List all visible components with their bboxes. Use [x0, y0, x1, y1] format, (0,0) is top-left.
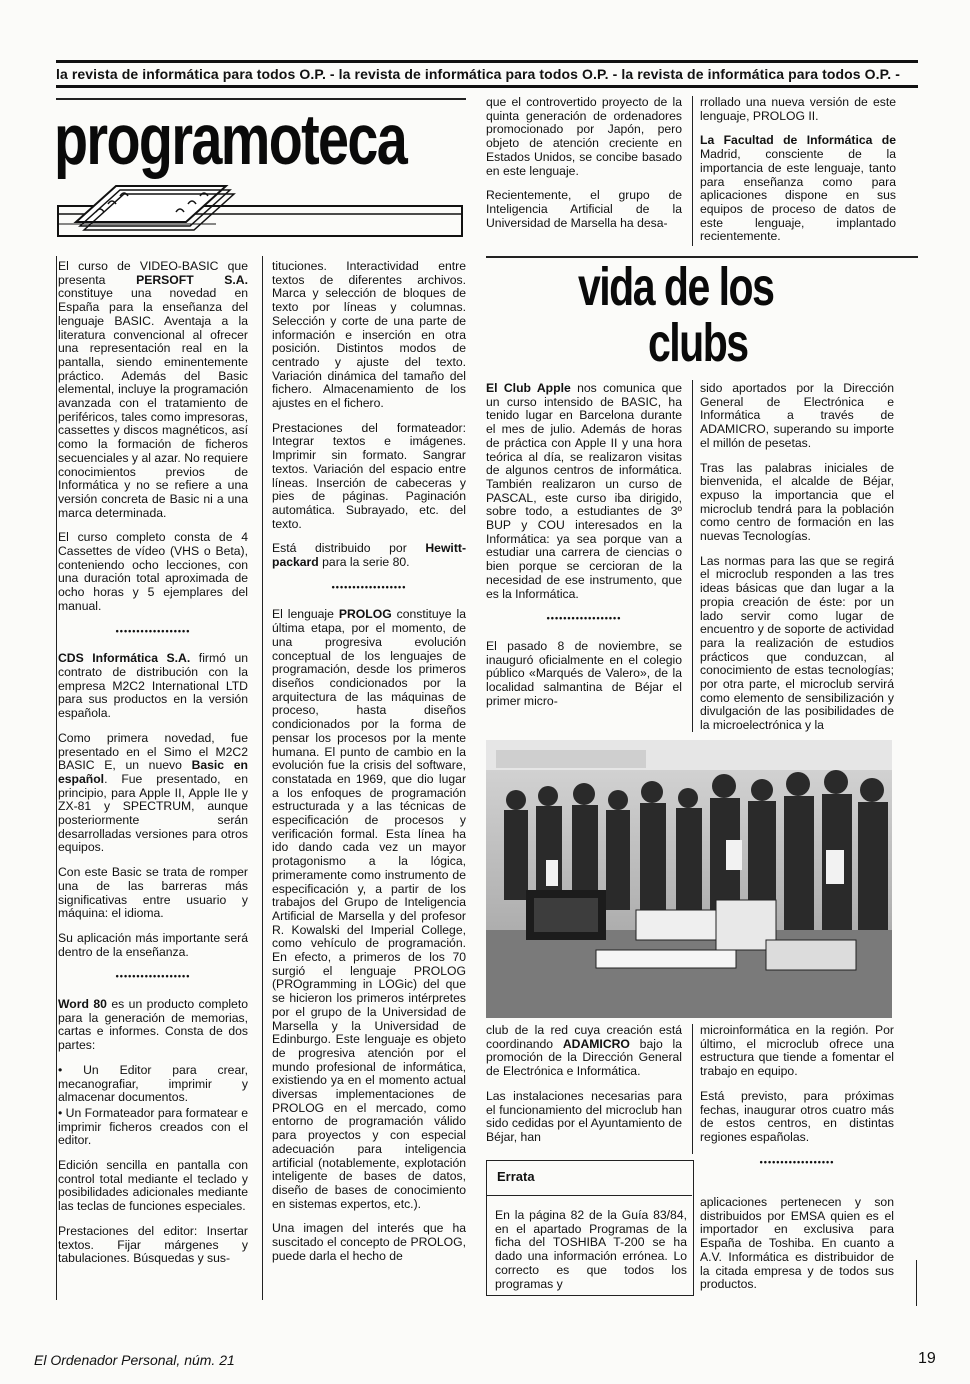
paragraph: El pasado 8 de noviembre, se inauguró oficialmente en el colegio público «Marqués de Valero», de la localidad salmantina de Béjar el primer micro- — [486, 638, 682, 708]
column-4 — [700, 382, 894, 732]
paragraph — [58, 652, 248, 721]
bold-run: El Club Apple — [486, 381, 571, 395]
text-run: es un producto completo para la generación de memorias, cartas e informes. Consta de dos partes: — [58, 997, 249, 1053]
paragraph: Con este Basic se trata de romper una de las barreras más significativas entre usuario y máquina: el idioma. — [58, 865, 248, 921]
paragraph: Prestaciones del editor: Insertar textos. Fijar márgenes y tabulaciones. Búsquedas y sus- — [58, 1223, 248, 1266]
running-header-text: la revista de informática para todos O.P. - la revista de informática para todos O.P. - la revista de informática para todos O.P. - — [56, 66, 901, 82]
paragraph: Está previsto, para próximas fechas, inaugurar otros cuatro más de estos centros, en distintas regiones españolas. — [700, 1088, 894, 1144]
text-run: constituye una novedad en España para la enseñanza del lenguaje BASIC. Aventaja a la literatura convencional al ofrecer una representación real en la pantalla, siendo eminentemente práctico. Además del Basic elemental, incluye la programación avanzada con el tratamiento de periféricos, tales como impresoras, cassettes y discos magnéticos, así como la formación de ficheros secuenciales y al azar. No requiere conocimientos previos de Informática y no se refiere a una versión concreta de Basic ni a una marca determinada. — [58, 286, 248, 520]
column-4-bottom — [700, 1024, 894, 1183]
errata-left-text: En la página 82 de la Guía 83/84, en el apartado Programas de la ficha del TOSHIBA T-200 se ha dado una información errónea. Lo correcto es que todos los programas y — [495, 1208, 687, 1291]
paragraph: Prestaciones del formateador: Integrar textos e imágenes. Imprimir sin formato. Sangrar textos. Variación del espacio entre líneas. Inserción de cabeceras y pies de páginas. Paginación automática. Subrayado, etc. del texto. — [272, 420, 466, 531]
text-run: . Fue presentado, en principio, para Apple II, Apple IIe y ZX-81 y SPECTRUM, aunque posteriormente serán desarrolladas versiones para otros equipos. — [58, 771, 248, 855]
bold-run: Hewitt-packard — [272, 541, 466, 570]
text-run: El curso de VIDEO-BASIC que presenta — [58, 259, 248, 287]
page-right-rule — [916, 1260, 917, 1306]
column-divider — [692, 1024, 693, 1154]
paragraph — [486, 1024, 682, 1079]
text-run: El lenguaje — [272, 607, 339, 622]
paragraph — [58, 998, 248, 1053]
paragraph: tituciones. Interactividad entre textos de diferentes archivos. Marca y selección de bloques de texto por líneas y columnas. Selección y corte de una parte de información e inserción en otra posición. Distintos modos de centrado y ajuste del texto. Variación dinámica del tamaño del fichero. Almacenamiento de los ajustes en el fichero. — [272, 259, 466, 411]
top-column-4 — [700, 96, 896, 255]
paragraph: • Un Formateador para formatear e imprimir ficheros creados con el editor. — [58, 1105, 248, 1148]
separator-dots: •••••••••••••••••• — [331, 581, 407, 592]
paragraph: Su aplicación más importante será dentro de la enseñanza. — [58, 930, 248, 959]
paragraph: • Un Editor para crear, mecanografiar, imprimir y almacenar documentos. — [58, 1062, 248, 1105]
bold-run: CDS Informática S.A. — [58, 651, 191, 666]
paragraph: rrollado una nueva versión de este lenguaje, PROLOG II. — [700, 95, 896, 123]
separator-dots: •••••••••••••••••• — [546, 613, 622, 624]
separator-dots: •••••••••••••••••• — [115, 971, 191, 982]
paragraph — [700, 134, 896, 244]
column-2 — [272, 260, 466, 1275]
paragraph: Recientemente, el grupo de Inteligencia Artificial de la Universidad de Marsella ha desa- — [486, 188, 682, 230]
clubs-title-block — [486, 256, 918, 374]
clubs-title-line2: clubs — [648, 313, 748, 373]
column-divider — [262, 256, 263, 1300]
column-divider — [56, 256, 57, 1300]
paragraph: Las instalaciones necesarias para el funcionamiento del microclub han sido cedidas por el Ayuntamiento de Béjar, han — [486, 1088, 682, 1144]
bold-run: Word 80 — [58, 997, 107, 1012]
bold-run: La Facultad de Informática de — [700, 133, 896, 148]
paragraph: sido aportados por la Dirección General de Electrónica e Informática a través de ADAMICRO, superando su importe el millón de pesetas. — [700, 382, 894, 450]
photo-scene-image — [486, 740, 892, 1018]
running-header-band — [56, 60, 918, 88]
paragraph: El curso completo consta de 4 Cassettes de vídeo (VHS o Beta), conteniendo ocho lecciones, con una duración total aproximada de ocho horas y 5 ejemplares del manual. — [58, 530, 248, 613]
paragraph — [486, 382, 682, 601]
paragraph: que el controvertido proyecto de la quinta generación de ordenadores promocionado por Japón, pero objeto de atención creciente en Estados Unidos, se concibe basado en este lenguaje. — [486, 95, 682, 178]
paragraph: microinformática en la región. Por último, el microclub ofrece una estructura que tiende a fomentar el trabajo en equipo. — [700, 1023, 894, 1079]
separator-dots: •••••••••••••••••• — [115, 625, 191, 636]
bold-run: PROLOG — [338, 607, 392, 622]
section-title-block — [56, 98, 466, 244]
paragraph: Una imagen del interés que ha suscitado el concepto de PROLOG, puede darla el hecho de — [272, 1221, 466, 1263]
clubs-title-line1: vida de los — [578, 257, 774, 317]
footer-publication: El Ordenador Personal, núm. 21 — [34, 1352, 235, 1368]
errata-title-rule — [487, 1195, 692, 1196]
column-divider — [692, 380, 693, 732]
top-column-3 — [486, 96, 682, 241]
paragraph: Tras las palabras iniciales de bienvenida, el alcalde de Béjar, expuso la importancia que el microclub tendrá para la población como centro de formación en las nuevas Tecnologías. — [700, 460, 894, 544]
page-number: 19 — [918, 1350, 936, 1367]
text-run: para la serie 80. — [318, 555, 410, 570]
column-3-bottom — [486, 1024, 682, 1158]
errata-box — [486, 1160, 694, 1296]
separator-dots: •••••••••••••••••• — [759, 1156, 835, 1167]
bold-run: PERSOFT S.A. — [136, 272, 248, 287]
section-title: programoteca — [54, 99, 407, 180]
text-run: firmó un contrato de distribución con la empresa M2C2 International LTD para sus productos en la versión española. — [58, 651, 248, 721]
errata-right-text: aplicaciones pertenecen y son distribuidos por EMSA quien es el importador en exclusiva para España de Toshiba. En cuanto a A.V. Informática es distribuidor de la citada empresa y de todos sus productos. — [700, 1195, 894, 1292]
bold-run: Basic en español — [58, 758, 248, 786]
text-run: constituye la última etapa, por el momento, de una progresiva evolución conceptual de los lenguajes de programación, desde los primeros diseños condicionados por la arquitectura de las máquinas de proceso, hasta diseños condicionados por la forma de pensar los procesos por la mente humana. El punto de cambio en la evolución fue la crisis del software, constatada en 1969, que dio lugar a los enfoques de programación estructurada y a las técnicas de especificación de procesos y verificación formal. Esta línea ha ido dando cada vez un mayor protagonismo a la lógica, primeramente como instrumento de especificación y, a partir de los trabajos del Grupo de Inteligencia Artificial de Marsella y del profesor R. Kowalski del Imperial College, como vehículo de programación. En efecto, a primeros de los 70 surgió el lenguaje PROLOG (PROgramming in LOGic) del que se hicieron los primeros intérpretes por el grupo de la Universidad de Marsella y la Universidad de Edinburgo. Este lenguaje es objeto de progresiva atención por el mundo profesional de informática, existiendo ya en el momento actual diversas implementaciones de PROLOG en el mercado, como entorno de programación válido para proyectos y con especial adecuación para inteligencia artificial (notablemente, explotación inteligente de bases de datos, diseño de bases de conocimiento en sistemas expertos, etc.). — [272, 607, 466, 1211]
errata-title: Errata — [497, 1169, 535, 1184]
column-divider — [692, 96, 693, 246]
text-run: Está distribuido por — [272, 541, 426, 556]
text-run: club de la red cuya creación está coordinando — [486, 1024, 682, 1051]
paragraph — [272, 542, 466, 569]
paragraph: Las normas para las que se regirá el microclub responden a las tres ideas básicas que dan lugar a la propia creación de éste: por un lado servir como lugar de encuentro y de soporte de actividad para la realización de estudios prácticos que conduzcan, al conocimiento de estas tecnologías; por otra parte, el microclub servirá como elemento de sensibilización y divulgación de las posibilidades de la microelectrónica y la — [700, 553, 894, 732]
event-photo — [486, 740, 892, 1018]
paragraph — [58, 260, 248, 520]
text-run: bajo la promoción de la Dirección General de Electrónica e Informática. — [486, 1036, 682, 1079]
column-1 — [58, 260, 248, 1277]
text-run: Como primera novedad, fue presentado en el Simo el M2C2 BASIC E, un nuevo — [58, 730, 248, 773]
notebook-logo-icon — [56, 182, 466, 242]
paragraph — [58, 732, 248, 855]
column-3 — [486, 382, 682, 719]
paragraph — [272, 608, 466, 1211]
bold-run: ADAMICRO — [562, 1036, 630, 1051]
text-run: Madrid, consciente de la importancia de este lenguaje, tanto para enseñanza como para aplicaciones dispone en sus equipos de proceso de datos de este lenguaje, implantado recientemente. — [700, 147, 896, 244]
paragraph: Edición sencilla en pantalla con control total mediante el teclado y posibilidades adicionales mediante las teclas de funciones especiales. — [58, 1158, 248, 1214]
text-run: nos comunica que un curso intensido de BASIC, ha tenido lugar en Barcelona durante el mes de julio. Además de horas de práctica con Apple II y una hora teórica al día, se realizaron visitas de algunos centros de informática. También realizaron un curso de PASCAL, este curso iba dirigido, sobre todo, a estudiantes de 3º BUP y COU interesados en la Informática: ya sea porque van a estudiar una carrera de ciencias o bien porque se cercioran de la necesidad de ese instrumento, que es la Informática. — [486, 381, 682, 601]
